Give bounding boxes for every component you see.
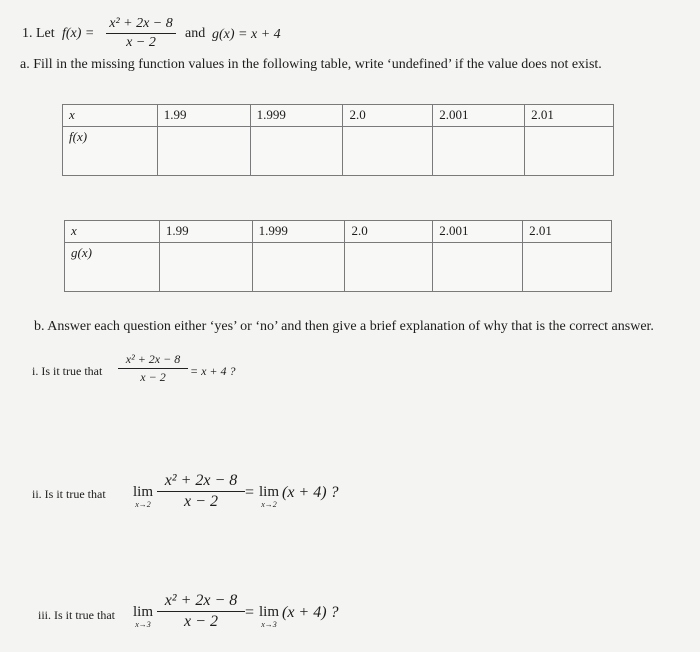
f-table-x-value: 1.99 xyxy=(157,105,250,127)
part-b-instruction: b. Answer each question either ‘yes’ or ‘no’ and then give a brief explanation of why that is the correct answer. xyxy=(34,319,654,334)
g-table-blank-cell[interactable] xyxy=(345,243,433,292)
g-table-value-row xyxy=(65,243,612,292)
f-table-x-value: 2.01 xyxy=(525,105,614,127)
question-iii-numerator: x² + 2x − 8 xyxy=(164,592,238,609)
question-iii-denominator: x − 2 xyxy=(184,613,218,630)
f-table-x-value: 1.999 xyxy=(250,105,343,127)
question-i-rhs: = x + 4 ? xyxy=(190,364,236,378)
question-ii-fraction xyxy=(157,472,245,511)
question-i-denominator: x − 2 xyxy=(140,370,166,384)
g-table-func-header: g(x) xyxy=(65,243,160,292)
f-table-x-value: 2.001 xyxy=(433,105,525,127)
question-iii-rhs-limit xyxy=(256,604,282,629)
f-definition-label: f(x) = xyxy=(62,26,95,41)
f-table-value-row xyxy=(63,127,614,176)
question-i-text: i. Is it true that xyxy=(32,364,103,378)
question-iii-text: iii. Is it true that xyxy=(38,608,115,622)
f-numerator: x² + 2x − 8 xyxy=(109,16,173,31)
g-table-blank-cell[interactable] xyxy=(159,243,252,292)
problem-number: 1. Let xyxy=(22,26,55,41)
question-i-numerator: x² + 2x − 8 xyxy=(125,352,181,366)
question-iii-rhs-lim-word: lim xyxy=(258,604,279,620)
f-table-x-header: x xyxy=(63,105,158,127)
question-ii-numerator: x² + 2x − 8 xyxy=(164,472,238,489)
g-table-blank-cell[interactable] xyxy=(433,243,523,292)
part-a-instruction: a. Fill in the missing function values in the following table, write ‘undefined’ if the value does not exist. xyxy=(20,57,602,72)
g-value-table xyxy=(64,220,612,292)
question-iii-limit xyxy=(130,604,156,629)
question-i-fraction xyxy=(118,352,188,385)
f-table-blank-cell[interactable] xyxy=(433,127,525,176)
question-ii-lim-word: lim xyxy=(132,484,153,500)
f-table-blank-cell[interactable] xyxy=(343,127,433,176)
and-connector: and xyxy=(185,26,206,41)
g-table-x-value: 2.0 xyxy=(345,221,433,243)
question-ii-rhs-expr: (x + 4) ? xyxy=(282,484,339,501)
question-iii-lim-sub: x→3 xyxy=(135,620,151,629)
f-denominator: x − 2 xyxy=(126,35,156,50)
question-iii-fraction xyxy=(157,592,245,631)
question-ii-rhs-lim-word: lim xyxy=(258,484,279,500)
question-iii-equals: = xyxy=(245,604,255,621)
g-definition: g(x) = x + 4 xyxy=(212,27,281,42)
g-table-x-value: 1.999 xyxy=(252,221,345,243)
question-ii-text: ii. Is it true that xyxy=(32,487,106,501)
question-iii-rhs-expr: (x + 4) ? xyxy=(282,604,339,621)
question-ii-limit xyxy=(130,484,156,509)
question-iii-lim-word: lim xyxy=(132,604,153,620)
question-iii-rhs-lim-sub: x→3 xyxy=(261,620,277,629)
f-table-blank-cell[interactable] xyxy=(525,127,614,176)
f-value-table xyxy=(62,104,614,176)
f-table-func-header: f(x) xyxy=(63,127,158,176)
f-table-x-value: 2.0 xyxy=(343,105,433,127)
question-ii-equals: = xyxy=(245,484,255,501)
g-table-x-row xyxy=(65,221,612,243)
g-table-blank-cell[interactable] xyxy=(252,243,345,292)
f-table-blank-cell[interactable] xyxy=(157,127,250,176)
question-ii-rhs-limit xyxy=(256,484,282,509)
g-table-x-value: 1.99 xyxy=(159,221,252,243)
f-definition-fraction xyxy=(106,16,176,51)
question-ii-denominator: x − 2 xyxy=(184,493,218,510)
g-table-blank-cell[interactable] xyxy=(523,243,612,292)
question-ii-rhs-lim-sub: x→2 xyxy=(261,500,277,509)
g-table-x-value: 2.01 xyxy=(523,221,612,243)
g-table-x-value: 2.001 xyxy=(433,221,523,243)
g-table-x-header: x xyxy=(65,221,160,243)
f-table-blank-cell[interactable] xyxy=(250,127,343,176)
f-table-x-row xyxy=(63,105,614,127)
question-ii-lim-sub: x→2 xyxy=(135,500,151,509)
